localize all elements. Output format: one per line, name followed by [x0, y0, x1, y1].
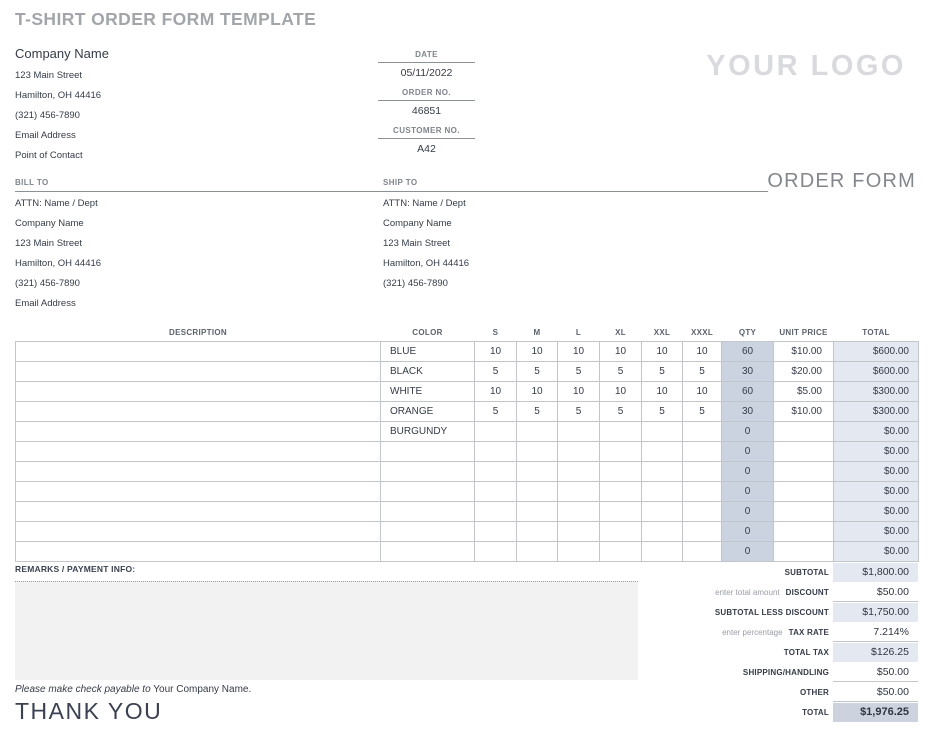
cell-size-l[interactable]	[558, 481, 600, 501]
col-header-size-s: S	[492, 327, 499, 337]
total-tax-label: TOTAL TAX	[783, 647, 829, 657]
subtotal-less-discount-value: $1,750.00	[833, 603, 918, 622]
cell-size-xxxl[interactable]: 10	[683, 341, 722, 361]
cell-size-xxxl[interactable]	[683, 461, 722, 481]
meta-order-no	[378, 85, 475, 123]
meta-customer-no	[378, 123, 475, 161]
cell-unit-price[interactable]	[774, 541, 834, 561]
company-address-line: (321) 456-7890	[15, 110, 80, 121]
cell-unit-price[interactable]: $10.00	[774, 401, 834, 421]
cell-size-xxxl[interactable]	[683, 441, 722, 461]
date-value[interactable]: 05/11/2022	[400, 67, 453, 79]
cell-size-xxl[interactable]	[642, 501, 683, 521]
cell-size-s[interactable]	[475, 521, 517, 541]
form-type-heading: ORDER FORM	[767, 170, 916, 192]
other-label: OTHER	[800, 687, 829, 697]
company-address-line: Email Address	[15, 130, 76, 141]
cell-unit-price[interactable]	[774, 421, 834, 441]
cell-description[interactable]	[16, 441, 381, 461]
cell-size-xxxl[interactable]	[683, 481, 722, 501]
bill-to-line: Email Address	[15, 298, 76, 309]
summary-row-other	[416, 682, 918, 702]
cell-size-m[interactable]: 10	[517, 341, 558, 361]
cell-qty: 30	[722, 401, 774, 421]
cell-size-xxxl[interactable]	[683, 541, 722, 561]
cell-qty: 0	[722, 441, 774, 461]
cell-size-s[interactable]: 10	[475, 341, 517, 361]
cell-total: $300.00	[834, 381, 919, 401]
cell-size-s[interactable]	[475, 501, 517, 521]
cell-size-xl[interactable]	[600, 521, 642, 541]
cell-size-xxxl[interactable]: 5	[683, 361, 722, 381]
table-row	[16, 541, 919, 561]
cell-qty: 30	[722, 361, 774, 381]
section-divider	[15, 191, 768, 192]
company-name: Company Name	[15, 46, 109, 61]
cell-size-xxl[interactable]	[642, 521, 683, 541]
check-note-payee: Your Company Name.	[153, 684, 252, 695]
cell-size-xxxl[interactable]: 10	[683, 381, 722, 401]
remarks-label: REMARKS / PAYMENT INFO:	[15, 564, 136, 574]
bill-to-line: (321) 456-7890	[15, 278, 80, 289]
discount-helper-text: enter total amount	[715, 587, 780, 597]
cell-qty: 0	[722, 461, 774, 481]
cell-size-s[interactable]	[475, 421, 517, 441]
cell-description[interactable]	[16, 481, 381, 501]
cell-color[interactable]	[381, 441, 475, 461]
company-address-line: Point of Contact	[15, 150, 83, 161]
cell-total: $0.00	[834, 481, 919, 501]
order-meta-block	[378, 47, 475, 161]
cell-size-s[interactable]: 10	[475, 381, 517, 401]
cell-color[interactable]	[381, 521, 475, 541]
cell-size-l[interactable]: 5	[558, 401, 600, 421]
order-no-value[interactable]: 46851	[411, 105, 442, 117]
discount-value[interactable]: $50.00	[833, 583, 918, 602]
col-header-color: COLOR	[412, 327, 443, 337]
bill-to-block	[15, 194, 101, 314]
cell-size-xxl[interactable]	[642, 421, 683, 441]
ship-to-label: SHIP TO	[383, 178, 418, 187]
bill-to-line: Hamilton, OH 44416	[15, 258, 102, 269]
ship-to-line: ATTN: Name / Dept	[383, 198, 466, 209]
cell-size-l[interactable]	[558, 461, 600, 481]
company-address-block	[15, 66, 101, 166]
company-address-line: Hamilton, OH 44416	[15, 90, 102, 101]
bill-to-line: Company Name	[15, 218, 84, 229]
cell-color[interactable]: ORANGE	[381, 401, 475, 421]
order-items-table	[15, 324, 919, 562]
cell-size-l[interactable]	[558, 521, 600, 541]
col-header-description: DESCRIPTION	[169, 327, 227, 337]
table-row	[16, 481, 919, 501]
cell-size-xxl[interactable]	[642, 481, 683, 501]
cell-size-l[interactable]	[558, 421, 600, 441]
table-row	[16, 361, 919, 381]
cell-size-l[interactable]: 10	[558, 381, 600, 401]
cell-total: $0.00	[834, 521, 919, 541]
cell-size-m[interactable]: 5	[517, 401, 558, 421]
cell-qty: 60	[722, 341, 774, 361]
cell-size-xxxl[interactable]	[683, 501, 722, 521]
cell-size-xl[interactable]	[600, 481, 642, 501]
cell-size-xl[interactable]	[600, 421, 642, 441]
remarks-input-area[interactable]	[15, 581, 638, 680]
cell-size-xl[interactable]	[600, 441, 642, 461]
cell-unit-price[interactable]	[774, 501, 834, 521]
cell-size-s[interactable]	[475, 481, 517, 501]
cell-color[interactable]	[381, 501, 475, 521]
col-header-size-m: M	[533, 327, 541, 337]
cell-size-xl[interactable]: 5	[600, 361, 642, 381]
table-row	[16, 521, 919, 541]
cell-size-xl[interactable]: 10	[600, 381, 642, 401]
table-row	[16, 421, 919, 441]
other-value[interactable]: $50.00	[833, 683, 918, 702]
bill-to-line: 123 Main Street	[15, 238, 83, 249]
cell-size-l[interactable]	[558, 501, 600, 521]
cell-qty: 0	[722, 521, 774, 541]
cell-size-s[interactable]	[475, 441, 517, 461]
cell-size-s[interactable]: 5	[475, 401, 517, 421]
cell-unit-price[interactable]	[774, 481, 834, 501]
cell-unit-price[interactable]	[774, 521, 834, 541]
col-header-size-xxxl: XXXL	[690, 327, 714, 337]
meta-date	[378, 47, 475, 85]
cell-total: $0.00	[834, 501, 919, 521]
cell-size-m[interactable]: 5	[517, 361, 558, 381]
shipping-label: SHIPPING/HANDLING	[742, 667, 829, 677]
date-label: DATE	[415, 50, 438, 59]
table-row	[16, 401, 919, 421]
cell-total: $0.00	[834, 421, 919, 441]
cell-size-xxl[interactable]	[642, 541, 683, 561]
cell-size-xxl[interactable]: 10	[642, 341, 683, 361]
total-tax-value: $126.25	[833, 643, 918, 662]
subtotal-label: SUBTOTAL	[784, 567, 829, 577]
table-header-row	[16, 324, 919, 341]
cell-total: $600.00	[834, 341, 919, 361]
cell-size-l[interactable]	[558, 541, 600, 561]
cell-color[interactable]	[381, 461, 475, 481]
cell-size-m[interactable]: 10	[517, 381, 558, 401]
table-row	[16, 461, 919, 481]
cell-qty: 0	[722, 481, 774, 501]
cell-size-xxl[interactable]: 10	[642, 381, 683, 401]
cell-description[interactable]	[16, 361, 381, 381]
logo-placeholder: YOUR LOGO	[706, 50, 906, 82]
cell-unit-price[interactable]: $10.00	[774, 341, 834, 361]
col-header-size-xxl: XXL	[653, 327, 671, 337]
cell-size-xxl[interactable]: 5	[642, 401, 683, 421]
cell-size-m[interactable]	[517, 421, 558, 441]
cell-size-xxl[interactable]	[642, 461, 683, 481]
shipping-value[interactable]: $50.00	[833, 663, 918, 682]
table-row	[16, 501, 919, 521]
cell-qty: 0	[722, 501, 774, 521]
cell-size-l[interactable]: 10	[558, 341, 600, 361]
cell-unit-price[interactable]	[774, 461, 834, 481]
cell-color[interactable]	[381, 541, 475, 561]
col-header-unit-price: UNIT PRICE	[779, 327, 828, 337]
table-row	[16, 341, 919, 361]
customer-no-label: CUSTOMER NO.	[393, 126, 460, 135]
cell-size-xxl[interactable]: 5	[642, 361, 683, 381]
cell-size-s[interactable]: 5	[475, 361, 517, 381]
cell-unit-price[interactable]: $5.00	[774, 381, 834, 401]
tax-rate-helper-text: enter percentage	[722, 627, 783, 637]
col-header-size-xl: XL	[615, 327, 626, 337]
cell-color[interactable]: BLUE	[381, 341, 475, 361]
ship-to-block	[383, 194, 469, 294]
grand-total-label: TOTAL	[802, 707, 829, 717]
cell-color[interactable]: BLACK	[381, 361, 475, 381]
cell-size-s[interactable]	[475, 461, 517, 481]
subtotal-value: $1,800.00	[833, 563, 918, 582]
subtotal-less-discount-label: SUBTOTAL LESS DISCOUNT	[714, 607, 829, 617]
cell-description[interactable]	[16, 521, 381, 541]
table-row	[16, 441, 919, 461]
cell-description[interactable]	[16, 401, 381, 421]
cell-size-xxxl[interactable]	[683, 421, 722, 441]
col-header-total: TOTAL	[862, 327, 890, 337]
cell-size-l[interactable]	[558, 441, 600, 461]
cell-size-xxxl[interactable]	[683, 521, 722, 541]
col-header-qty: QTY	[738, 327, 757, 337]
table-row	[16, 381, 919, 401]
company-address-line: 123 Main Street	[15, 70, 83, 81]
check-payable-note	[15, 684, 251, 695]
summary-row-grand-total	[416, 702, 918, 722]
cell-size-xl[interactable]	[600, 501, 642, 521]
cell-color[interactable]: BURGUNDY	[381, 421, 475, 441]
cell-size-m[interactable]	[517, 521, 558, 541]
thank-you-text: THANK YOU	[15, 698, 163, 724]
cell-description[interactable]	[16, 421, 381, 441]
ship-to-line: 123 Main Street	[383, 238, 451, 249]
ship-to-line: Company Name	[383, 218, 452, 229]
cell-size-m[interactable]	[517, 461, 558, 481]
summary-row-subtotal	[416, 562, 918, 582]
cell-unit-price[interactable]	[774, 441, 834, 461]
ship-to-line: (321) 456-7890	[383, 278, 448, 289]
cell-description[interactable]	[16, 501, 381, 521]
page-title: T-SHIRT ORDER FORM TEMPLATE	[15, 9, 317, 29]
cell-total: $0.00	[834, 441, 919, 461]
tax-rate-value[interactable]: 7.214%	[833, 623, 918, 642]
grand-total-value: $1,976.25	[833, 703, 918, 722]
cell-total: $0.00	[834, 541, 919, 561]
cell-total: $600.00	[834, 361, 919, 381]
cell-qty: 0	[722, 541, 774, 561]
discount-label: DISCOUNT	[785, 587, 829, 597]
cell-description[interactable]	[16, 541, 381, 561]
cell-description[interactable]	[16, 461, 381, 481]
cell-size-m[interactable]	[517, 501, 558, 521]
order-no-label: ORDER NO.	[402, 88, 451, 97]
cell-size-xl[interactable]: 10	[600, 341, 642, 361]
tax-rate-label: TAX RATE	[788, 627, 829, 637]
cell-size-m[interactable]	[517, 441, 558, 461]
col-header-size-l: L	[575, 327, 582, 337]
cell-description[interactable]	[16, 341, 381, 361]
cell-size-xl[interactable]	[600, 461, 642, 481]
cell-description[interactable]	[16, 381, 381, 401]
cell-size-xxxl[interactable]: 5	[683, 401, 722, 421]
cell-qty: 60	[722, 381, 774, 401]
cell-total: $300.00	[834, 401, 919, 421]
cell-size-xl[interactable]	[600, 541, 642, 561]
cell-color[interactable]: WHITE	[381, 381, 475, 401]
cell-size-s[interactable]	[475, 541, 517, 561]
cell-size-l[interactable]: 5	[558, 361, 600, 381]
cell-color[interactable]	[381, 481, 475, 501]
check-note-italic: Please make check payable to	[15, 684, 151, 695]
bill-to-line: ATTN: Name / Dept	[15, 198, 98, 209]
cell-size-xxl[interactable]	[642, 441, 683, 461]
ship-to-line: Hamilton, OH 44416	[383, 258, 470, 269]
cell-size-m[interactable]	[517, 481, 558, 501]
cell-size-m[interactable]	[517, 541, 558, 561]
cell-unit-price[interactable]: $20.00	[774, 361, 834, 381]
cell-size-xl[interactable]: 5	[600, 401, 642, 421]
bill-to-label: BILL TO	[15, 178, 49, 187]
cell-qty: 0	[722, 421, 774, 441]
cell-total: $0.00	[834, 461, 919, 481]
customer-no-value[interactable]: A42	[417, 143, 436, 155]
